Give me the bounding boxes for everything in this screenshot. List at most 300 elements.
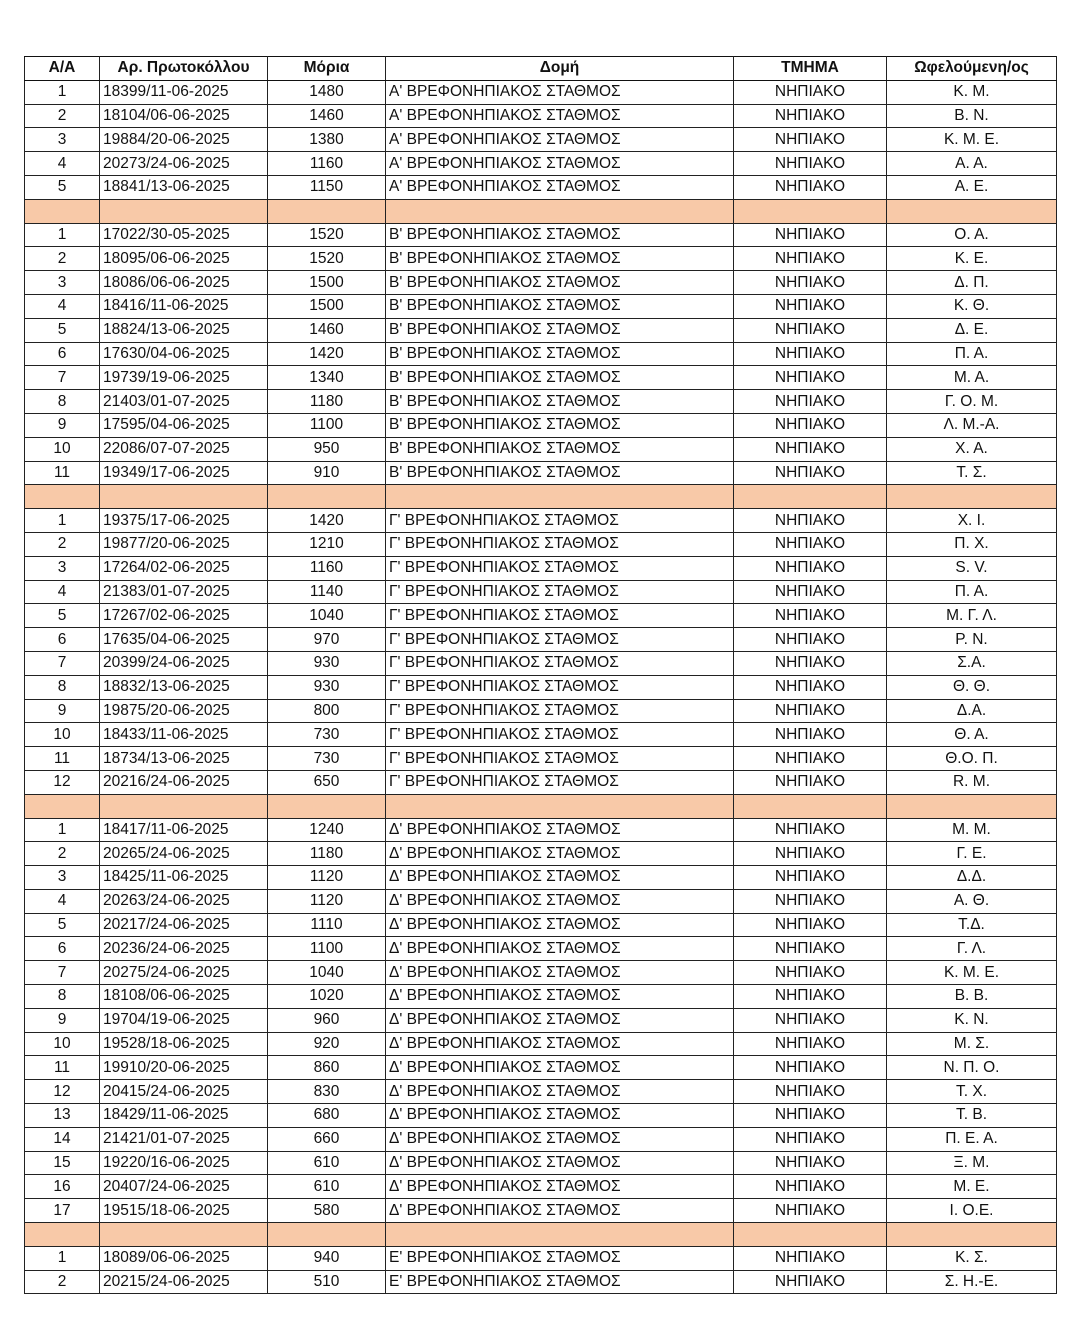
cell-structure: Α' ΒΡΕΦΟΝΗΠΙΑΚΟΣ ΣΤΑΘΜΟΣ: [386, 152, 734, 176]
cell-structure: Β' ΒΡΕΦΟΝΗΠΙΑΚΟΣ ΣΤΑΘΜΟΣ: [386, 247, 734, 271]
cell-beneficiary: Γ. Λ.: [887, 937, 1057, 961]
cell-points: 610: [268, 1175, 386, 1199]
header-aa: Α/Α: [25, 57, 100, 81]
cell-aa: 1: [25, 80, 100, 104]
cell-structure: Γ' ΒΡΕΦΟΝΗΠΙΑΚΟΣ ΣΤΑΘΜΟΣ: [386, 651, 734, 675]
cell-structure: Β' ΒΡΕΦΟΝΗΠΙΑΚΟΣ ΣΤΑΘΜΟΣ: [386, 461, 734, 485]
cell-aa: 8: [25, 675, 100, 699]
cell-aa: 4: [25, 580, 100, 604]
table-row: [25, 1056, 1057, 1080]
table-row: [25, 770, 1057, 794]
cell-beneficiary: Ρ. Ν.: [887, 628, 1057, 652]
cell-beneficiary: Γ. Ε.: [887, 842, 1057, 866]
cell-department: ΝΗΠΙΑΚΟ: [734, 556, 887, 580]
header-protocol-number: Αρ. Πρωτοκόλλου: [100, 57, 268, 81]
cell-protocol-number: 18832/13-06-2025: [100, 675, 268, 699]
cell-beneficiary: Σ.Α.: [887, 651, 1057, 675]
group-separator-row: [25, 1223, 1057, 1247]
group-separator-row: [25, 794, 1057, 818]
cell-aa: 3: [25, 271, 100, 295]
cell-department: ΝΗΠΙΑΚΟ: [734, 889, 887, 913]
separator-cell: [734, 1223, 887, 1247]
cell-aa: 15: [25, 1151, 100, 1175]
cell-protocol-number: 21383/01-07-2025: [100, 580, 268, 604]
cell-structure: Β' ΒΡΕΦΟΝΗΠΙΑΚΟΣ ΣΤΑΘΜΟΣ: [386, 366, 734, 390]
header-row: [25, 57, 1057, 81]
cell-structure: Α' ΒΡΕΦΟΝΗΠΙΑΚΟΣ ΣΤΑΘΜΟΣ: [386, 80, 734, 104]
cell-aa: 5: [25, 604, 100, 628]
separator-cell: [887, 199, 1057, 223]
cell-points: 920: [268, 1032, 386, 1056]
cell-points: 1480: [268, 80, 386, 104]
table-row: [25, 580, 1057, 604]
cell-structure: Δ' ΒΡΕΦΟΝΗΠΙΑΚΟΣ ΣΤΑΘΜΟΣ: [386, 961, 734, 985]
table-row: [25, 1151, 1057, 1175]
cell-department: ΝΗΠΙΑΚΟ: [734, 1104, 887, 1128]
separator-cell: [100, 199, 268, 223]
cell-department: ΝΗΠΙΑΚΟ: [734, 1080, 887, 1104]
cell-beneficiary: Κ. Μ.: [887, 80, 1057, 104]
table-row: [25, 889, 1057, 913]
separator-cell: [100, 794, 268, 818]
cell-department: ΝΗΠΙΑΚΟ: [734, 1032, 887, 1056]
cell-protocol-number: 20216/24-06-2025: [100, 770, 268, 794]
cell-beneficiary: Λ. Μ.-Α.: [887, 413, 1057, 437]
header-points: Μόρια: [268, 57, 386, 81]
cell-aa: 3: [25, 128, 100, 152]
cell-department: ΝΗΠΙΑΚΟ: [734, 271, 887, 295]
cell-beneficiary: Κ. Μ. Ε.: [887, 128, 1057, 152]
cell-points: 1460: [268, 318, 386, 342]
cell-beneficiary: Π. Ε. Α.: [887, 1127, 1057, 1151]
cell-aa: 16: [25, 1175, 100, 1199]
cell-department: ΝΗΠΙΑΚΟ: [734, 247, 887, 271]
cell-points: 1040: [268, 961, 386, 985]
cell-structure: Δ' ΒΡΕΦΟΝΗΠΙΑΚΟΣ ΣΤΑΘΜΟΣ: [386, 1104, 734, 1128]
cell-aa: 2: [25, 532, 100, 556]
cell-beneficiary: Μ. Σ.: [887, 1032, 1057, 1056]
cell-beneficiary: Θ. Α.: [887, 723, 1057, 747]
cell-points: 730: [268, 747, 386, 771]
cell-beneficiary: Π. Χ.: [887, 532, 1057, 556]
cell-beneficiary: Μ. Ε.: [887, 1175, 1057, 1199]
cell-aa: 14: [25, 1127, 100, 1151]
cell-beneficiary: Δ. Π.: [887, 271, 1057, 295]
cell-beneficiary: Τ. Β.: [887, 1104, 1057, 1128]
cell-department: ΝΗΠΙΑΚΟ: [734, 985, 887, 1009]
cell-structure: Δ' ΒΡΕΦΟΝΗΠΙΑΚΟΣ ΣΤΑΘΜΟΣ: [386, 1080, 734, 1104]
cell-structure: Δ' ΒΡΕΦΟΝΗΠΙΑΚΟΣ ΣΤΑΘΜΟΣ: [386, 818, 734, 842]
cell-aa: 9: [25, 1008, 100, 1032]
cell-structure: Β' ΒΡΕΦΟΝΗΠΙΑΚΟΣ ΣΤΑΘΜΟΣ: [386, 294, 734, 318]
cell-aa: 11: [25, 1056, 100, 1080]
cell-beneficiary: Ι. Ο.Ε.: [887, 1199, 1057, 1223]
cell-aa: 1: [25, 1246, 100, 1270]
cell-department: ΝΗΠΙΑΚΟ: [734, 437, 887, 461]
cell-protocol-number: 19910/20-06-2025: [100, 1056, 268, 1080]
cell-points: 1040: [268, 604, 386, 628]
cell-structure: Δ' ΒΡΕΦΟΝΗΠΙΑΚΟΣ ΣΤΑΘΜΟΣ: [386, 913, 734, 937]
cell-protocol-number: 18399/11-06-2025: [100, 80, 268, 104]
cell-protocol-number: 18086/06-06-2025: [100, 271, 268, 295]
table-row: [25, 985, 1057, 1009]
cell-structure: Γ' ΒΡΕΦΟΝΗΠΙΑΚΟΣ ΣΤΑΘΜΟΣ: [386, 675, 734, 699]
cell-structure: Δ' ΒΡΕΦΟΝΗΠΙΑΚΟΣ ΣΤΑΘΜΟΣ: [386, 1127, 734, 1151]
table-row: [25, 604, 1057, 628]
cell-structure: Γ' ΒΡΕΦΟΝΗΠΙΑΚΟΣ ΣΤΑΘΜΟΣ: [386, 556, 734, 580]
table-row: [25, 437, 1057, 461]
cell-department: ΝΗΠΙΑΚΟ: [734, 604, 887, 628]
cell-beneficiary: Α. Α.: [887, 152, 1057, 176]
cell-department: ΝΗΠΙΑΚΟ: [734, 961, 887, 985]
cell-protocol-number: 19220/16-06-2025: [100, 1151, 268, 1175]
cell-aa: 12: [25, 1080, 100, 1104]
applicants-table: [24, 56, 1057, 1294]
table-row: [25, 842, 1057, 866]
table-row: [25, 1199, 1057, 1223]
cell-beneficiary: Χ. Α.: [887, 437, 1057, 461]
table-row: [25, 651, 1057, 675]
cell-protocol-number: 19884/20-06-2025: [100, 128, 268, 152]
separator-cell: [887, 1223, 1057, 1247]
cell-protocol-number: 17267/02-06-2025: [100, 604, 268, 628]
cell-department: ΝΗΠΙΑΚΟ: [734, 1008, 887, 1032]
cell-department: ΝΗΠΙΑΚΟ: [734, 128, 887, 152]
separator-cell: [100, 485, 268, 509]
cell-beneficiary: R. M.: [887, 770, 1057, 794]
cell-department: ΝΗΠΙΑΚΟ: [734, 1270, 887, 1294]
cell-aa: 2: [25, 842, 100, 866]
cell-structure: Β' ΒΡΕΦΟΝΗΠΙΑΚΟΣ ΣΤΑΘΜΟΣ: [386, 342, 734, 366]
cell-protocol-number: 19528/18-06-2025: [100, 1032, 268, 1056]
cell-aa: 2: [25, 247, 100, 271]
cell-structure: Δ' ΒΡΕΦΟΝΗΠΙΑΚΟΣ ΣΤΑΘΜΟΣ: [386, 889, 734, 913]
cell-structure: Δ' ΒΡΕΦΟΝΗΠΙΑΚΟΣ ΣΤΑΘΜΟΣ: [386, 866, 734, 890]
cell-aa: 2: [25, 104, 100, 128]
cell-aa: 5: [25, 175, 100, 199]
table-row: [25, 80, 1057, 104]
cell-structure: Δ' ΒΡΕΦΟΝΗΠΙΑΚΟΣ ΣΤΑΘΜΟΣ: [386, 1199, 734, 1223]
table-row: [25, 556, 1057, 580]
cell-department: ΝΗΠΙΑΚΟ: [734, 1151, 887, 1175]
cell-aa: 17: [25, 1199, 100, 1223]
cell-protocol-number: 20399/24-06-2025: [100, 651, 268, 675]
cell-points: 1160: [268, 556, 386, 580]
separator-cell: [734, 485, 887, 509]
cell-structure: Β' ΒΡΕΦΟΝΗΠΙΑΚΟΣ ΣΤΑΘΜΟΣ: [386, 318, 734, 342]
separator-cell: [25, 794, 100, 818]
cell-structure: Α' ΒΡΕΦΟΝΗΠΙΑΚΟΣ ΣΤΑΘΜΟΣ: [386, 128, 734, 152]
cell-protocol-number: 18089/06-06-2025: [100, 1246, 268, 1270]
cell-points: 650: [268, 770, 386, 794]
cell-protocol-number: 20217/24-06-2025: [100, 913, 268, 937]
table-row: [25, 104, 1057, 128]
cell-points: 680: [268, 1104, 386, 1128]
cell-department: ΝΗΠΙΑΚΟ: [734, 1199, 887, 1223]
cell-aa: 7: [25, 366, 100, 390]
cell-protocol-number: 20407/24-06-2025: [100, 1175, 268, 1199]
cell-protocol-number: 18824/13-06-2025: [100, 318, 268, 342]
cell-aa: 1: [25, 509, 100, 533]
cell-points: 800: [268, 699, 386, 723]
separator-cell: [25, 1223, 100, 1247]
cell-department: ΝΗΠΙΑΚΟ: [734, 723, 887, 747]
separator-cell: [386, 485, 734, 509]
cell-beneficiary: Α. Θ.: [887, 889, 1057, 913]
cell-beneficiary: Π. Α.: [887, 580, 1057, 604]
cell-beneficiary: Γ. Ο. Μ.: [887, 390, 1057, 414]
cell-department: ΝΗΠΙΑΚΟ: [734, 104, 887, 128]
cell-protocol-number: 18841/13-06-2025: [100, 175, 268, 199]
cell-department: ΝΗΠΙΑΚΟ: [734, 532, 887, 556]
cell-beneficiary: Κ. Θ.: [887, 294, 1057, 318]
cell-structure: Δ' ΒΡΕΦΟΝΗΠΙΑΚΟΣ ΣΤΑΘΜΟΣ: [386, 1056, 734, 1080]
cell-beneficiary: Μ. Μ.: [887, 818, 1057, 842]
cell-protocol-number: 20265/24-06-2025: [100, 842, 268, 866]
cell-department: ΝΗΠΙΑΚΟ: [734, 1175, 887, 1199]
cell-aa: 3: [25, 556, 100, 580]
cell-department: ΝΗΠΙΑΚΟ: [734, 413, 887, 437]
cell-department: ΝΗΠΙΑΚΟ: [734, 175, 887, 199]
cell-points: 960: [268, 1008, 386, 1032]
cell-points: 970: [268, 628, 386, 652]
table-row: [25, 461, 1057, 485]
table-row: [25, 1032, 1057, 1056]
cell-department: ΝΗΠΙΑΚΟ: [734, 913, 887, 937]
header-department: ΤΜΗΜΑ: [734, 57, 887, 81]
cell-points: 1420: [268, 509, 386, 533]
cell-beneficiary: Κ. Μ. Ε.: [887, 961, 1057, 985]
cell-beneficiary: Κ. Ε.: [887, 247, 1057, 271]
cell-protocol-number: 17022/30-05-2025: [100, 223, 268, 247]
table-row: [25, 271, 1057, 295]
cell-protocol-number: 18416/11-06-2025: [100, 294, 268, 318]
table-row: [25, 1246, 1057, 1270]
cell-protocol-number: 19515/18-06-2025: [100, 1199, 268, 1223]
cell-structure: Ε' ΒΡΕΦΟΝΗΠΙΑΚΟΣ ΣΤΑΘΜΟΣ: [386, 1270, 734, 1294]
cell-department: ΝΗΠΙΑΚΟ: [734, 318, 887, 342]
cell-beneficiary: Π. Α.: [887, 342, 1057, 366]
separator-cell: [386, 794, 734, 818]
cell-structure: Δ' ΒΡΕΦΟΝΗΠΙΑΚΟΣ ΣΤΑΘΜΟΣ: [386, 985, 734, 1009]
table-row: [25, 866, 1057, 890]
cell-aa: 6: [25, 628, 100, 652]
cell-department: ΝΗΠΙΑΚΟ: [734, 1056, 887, 1080]
group-separator-row: [25, 199, 1057, 223]
cell-points: 1110: [268, 913, 386, 937]
separator-cell: [386, 1223, 734, 1247]
cell-protocol-number: 18429/11-06-2025: [100, 1104, 268, 1128]
cell-department: ΝΗΠΙΑΚΟ: [734, 294, 887, 318]
table-row: [25, 413, 1057, 437]
cell-points: 1120: [268, 889, 386, 913]
cell-points: 950: [268, 437, 386, 461]
cell-department: ΝΗΠΙΑΚΟ: [734, 1246, 887, 1270]
cell-aa: 9: [25, 413, 100, 437]
table-row: [25, 223, 1057, 247]
cell-beneficiary: Κ. Σ.: [887, 1246, 1057, 1270]
cell-structure: Γ' ΒΡΕΦΟΝΗΠΙΑΚΟΣ ΣΤΑΘΜΟΣ: [386, 747, 734, 771]
table-row: [25, 1104, 1057, 1128]
cell-protocol-number: 20275/24-06-2025: [100, 961, 268, 985]
table-row: [25, 1127, 1057, 1151]
cell-beneficiary: Δ.Α.: [887, 699, 1057, 723]
table-row: [25, 1080, 1057, 1104]
cell-points: 1100: [268, 937, 386, 961]
header-structure: Δομή: [386, 57, 734, 81]
cell-aa: 5: [25, 318, 100, 342]
cell-points: 940: [268, 1246, 386, 1270]
cell-points: 930: [268, 675, 386, 699]
cell-beneficiary: Σ. Η.-Ε.: [887, 1270, 1057, 1294]
cell-points: 1420: [268, 342, 386, 366]
cell-structure: Β' ΒΡΕΦΟΝΗΠΙΑΚΟΣ ΣΤΑΘΜΟΣ: [386, 223, 734, 247]
cell-structure: Γ' ΒΡΕΦΟΝΗΠΙΑΚΟΣ ΣΤΑΘΜΟΣ: [386, 509, 734, 533]
cell-beneficiary: Κ. Ν.: [887, 1008, 1057, 1032]
cell-aa: 11: [25, 461, 100, 485]
cell-protocol-number: 18433/11-06-2025: [100, 723, 268, 747]
cell-aa: 7: [25, 961, 100, 985]
cell-beneficiary: Μ. Α.: [887, 366, 1057, 390]
table-row: [25, 247, 1057, 271]
table-row: [25, 628, 1057, 652]
cell-structure: Δ' ΒΡΕΦΟΝΗΠΙΑΚΟΣ ΣΤΑΘΜΟΣ: [386, 842, 734, 866]
cell-beneficiary: Τ.Δ.: [887, 913, 1057, 937]
cell-beneficiary: Δ. Ε.: [887, 318, 1057, 342]
table-row: [25, 1270, 1057, 1294]
cell-protocol-number: 20215/24-06-2025: [100, 1270, 268, 1294]
cell-structure: Ε' ΒΡΕΦΟΝΗΠΙΑΚΟΣ ΣΤΑΘΜΟΣ: [386, 1246, 734, 1270]
cell-department: ΝΗΠΙΑΚΟ: [734, 770, 887, 794]
cell-points: 1500: [268, 271, 386, 295]
cell-points: 610: [268, 1151, 386, 1175]
cell-beneficiary: S. V.: [887, 556, 1057, 580]
table-row: [25, 913, 1057, 937]
cell-points: 1180: [268, 390, 386, 414]
cell-aa: 6: [25, 342, 100, 366]
cell-protocol-number: 17635/04-06-2025: [100, 628, 268, 652]
separator-cell: [734, 794, 887, 818]
cell-structure: Γ' ΒΡΕΦΟΝΗΠΙΑΚΟΣ ΣΤΑΘΜΟΣ: [386, 770, 734, 794]
table-row: [25, 532, 1057, 556]
cell-protocol-number: 18108/06-06-2025: [100, 985, 268, 1009]
table-row: [25, 342, 1057, 366]
cell-aa: 6: [25, 937, 100, 961]
cell-structure: Γ' ΒΡΕΦΟΝΗΠΙΑΚΟΣ ΣΤΑΘΜΟΣ: [386, 604, 734, 628]
cell-department: ΝΗΠΙΑΚΟ: [734, 651, 887, 675]
table-row: [25, 152, 1057, 176]
cell-protocol-number: 20273/24-06-2025: [100, 152, 268, 176]
cell-department: ΝΗΠΙΑΚΟ: [734, 80, 887, 104]
cell-structure: Α' ΒΡΕΦΟΝΗΠΙΑΚΟΣ ΣΤΑΘΜΟΣ: [386, 104, 734, 128]
cell-points: 1020: [268, 985, 386, 1009]
cell-points: 1160: [268, 152, 386, 176]
cell-department: ΝΗΠΙΑΚΟ: [734, 223, 887, 247]
table-row: [25, 937, 1057, 961]
cell-structure: Γ' ΒΡΕΦΟΝΗΠΙΑΚΟΣ ΣΤΑΘΜΟΣ: [386, 532, 734, 556]
cell-protocol-number: 18104/06-06-2025: [100, 104, 268, 128]
cell-structure: Γ' ΒΡΕΦΟΝΗΠΙΑΚΟΣ ΣΤΑΘΜΟΣ: [386, 723, 734, 747]
cell-protocol-number: 19875/20-06-2025: [100, 699, 268, 723]
cell-aa: 1: [25, 223, 100, 247]
table-row: [25, 390, 1057, 414]
cell-structure: Β' ΒΡΕΦΟΝΗΠΙΑΚΟΣ ΣΤΑΘΜΟΣ: [386, 271, 734, 295]
cell-beneficiary: Θ. Θ.: [887, 675, 1057, 699]
cell-points: 1180: [268, 842, 386, 866]
cell-protocol-number: 19739/19-06-2025: [100, 366, 268, 390]
cell-structure: Δ' ΒΡΕΦΟΝΗΠΙΑΚΟΣ ΣΤΑΘΜΟΣ: [386, 937, 734, 961]
separator-cell: [268, 485, 386, 509]
cell-structure: Δ' ΒΡΕΦΟΝΗΠΙΑΚΟΣ ΣΤΑΘΜΟΣ: [386, 1032, 734, 1056]
cell-points: 1340: [268, 366, 386, 390]
table-row: [25, 747, 1057, 771]
cell-aa: 7: [25, 651, 100, 675]
cell-aa: 12: [25, 770, 100, 794]
cell-points: 1520: [268, 247, 386, 271]
group-separator-row: [25, 485, 1057, 509]
cell-aa: 1: [25, 818, 100, 842]
separator-cell: [268, 1223, 386, 1247]
cell-points: 730: [268, 723, 386, 747]
cell-structure: Δ' ΒΡΕΦΟΝΗΠΙΑΚΟΣ ΣΤΑΘΜΟΣ: [386, 1151, 734, 1175]
cell-department: ΝΗΠΙΑΚΟ: [734, 580, 887, 604]
table-row: [25, 175, 1057, 199]
cell-aa: 3: [25, 866, 100, 890]
table-row: [25, 294, 1057, 318]
cell-department: ΝΗΠΙΑΚΟ: [734, 152, 887, 176]
cell-department: ΝΗΠΙΑΚΟ: [734, 509, 887, 533]
cell-department: ΝΗΠΙΑΚΟ: [734, 390, 887, 414]
table-row: [25, 818, 1057, 842]
cell-department: ΝΗΠΙΑΚΟ: [734, 366, 887, 390]
cell-beneficiary: Δ.Δ.: [887, 866, 1057, 890]
cell-structure: Γ' ΒΡΕΦΟΝΗΠΙΑΚΟΣ ΣΤΑΘΜΟΣ: [386, 580, 734, 604]
cell-protocol-number: 20236/24-06-2025: [100, 937, 268, 961]
cell-department: ΝΗΠΙΑΚΟ: [734, 1127, 887, 1151]
table-row: [25, 366, 1057, 390]
cell-protocol-number: 19704/19-06-2025: [100, 1008, 268, 1032]
cell-aa: 4: [25, 294, 100, 318]
cell-beneficiary: Ο. Α.: [887, 223, 1057, 247]
table-row: [25, 961, 1057, 985]
cell-aa: 8: [25, 985, 100, 1009]
separator-cell: [268, 794, 386, 818]
cell-aa: 10: [25, 437, 100, 461]
separator-cell: [268, 199, 386, 223]
cell-points: 860: [268, 1056, 386, 1080]
cell-department: ΝΗΠΙΑΚΟ: [734, 628, 887, 652]
cell-department: ΝΗΠΙΑΚΟ: [734, 342, 887, 366]
cell-aa: 2: [25, 1270, 100, 1294]
cell-aa: 8: [25, 390, 100, 414]
cell-beneficiary: Θ.Ο. Π.: [887, 747, 1057, 771]
table-row: [25, 1175, 1057, 1199]
table-row: [25, 509, 1057, 533]
cell-protocol-number: 19375/17-06-2025: [100, 509, 268, 533]
cell-structure: Δ' ΒΡΕΦΟΝΗΠΙΑΚΟΣ ΣΤΑΘΜΟΣ: [386, 1175, 734, 1199]
cell-protocol-number: 19349/17-06-2025: [100, 461, 268, 485]
cell-structure: Α' ΒΡΕΦΟΝΗΠΙΑΚΟΣ ΣΤΑΘΜΟΣ: [386, 175, 734, 199]
cell-points: 1380: [268, 128, 386, 152]
cell-protocol-number: 18095/06-06-2025: [100, 247, 268, 271]
cell-department: ΝΗΠΙΑΚΟ: [734, 866, 887, 890]
cell-points: 1520: [268, 223, 386, 247]
cell-department: ΝΗΠΙΑΚΟ: [734, 675, 887, 699]
cell-department: ΝΗΠΙΑΚΟ: [734, 461, 887, 485]
cell-beneficiary: Α. Ε.: [887, 175, 1057, 199]
cell-structure: Β' ΒΡΕΦΟΝΗΠΙΑΚΟΣ ΣΤΑΘΜΟΣ: [386, 390, 734, 414]
cell-beneficiary: Τ. Χ.: [887, 1080, 1057, 1104]
